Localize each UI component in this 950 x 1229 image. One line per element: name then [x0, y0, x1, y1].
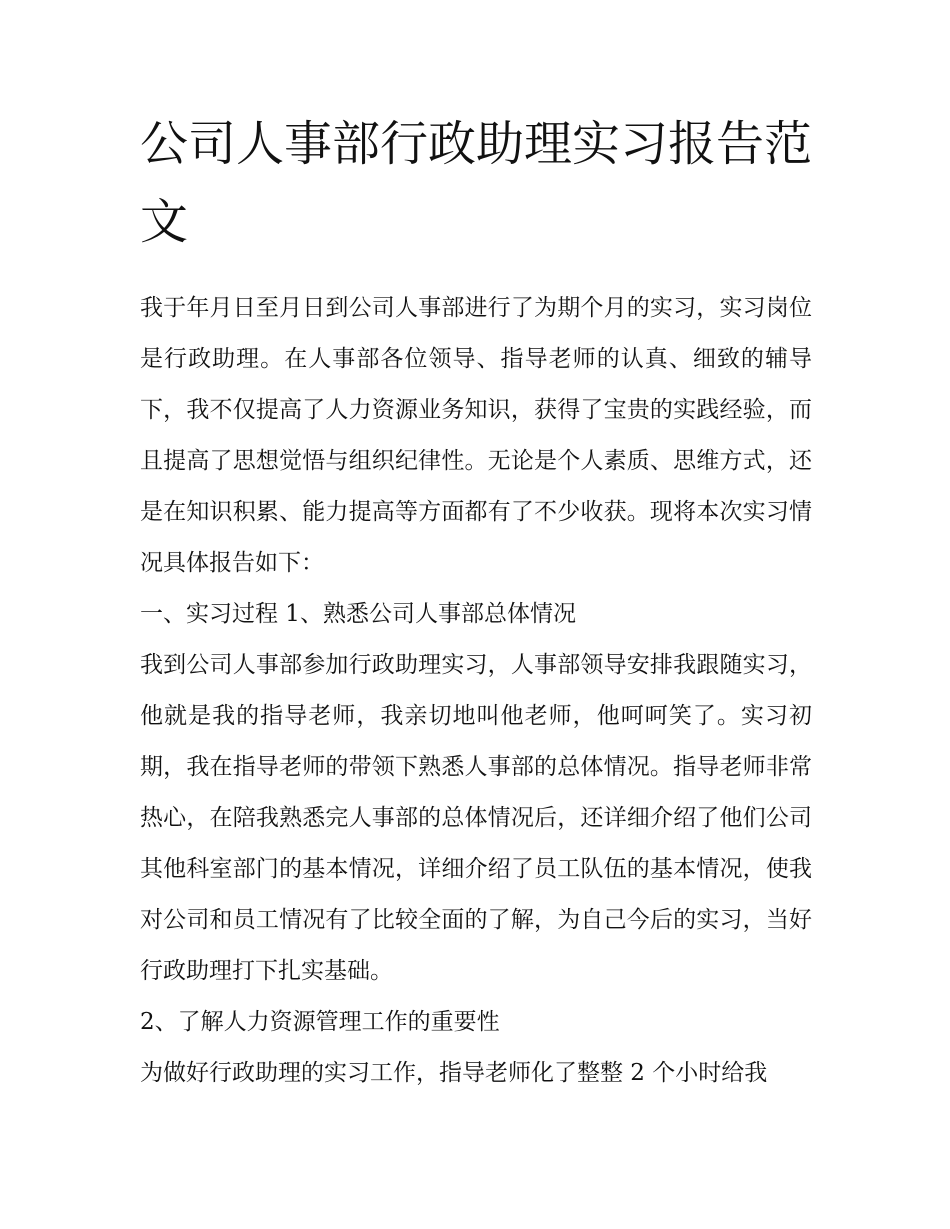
paragraph-familiarize-department: 我到公司人事部参加行政助理实习，人事部领导安排我跟随实习，他就是我的指导老师，我亲切地叫他老师，他呵呵笑了。实习初期，我在指导老师的带领下熟悉人事部的总体情况。指导老师非常热心，在陪我熟悉完人事部的总体情况后，还详细介绍了他们公司其他科室部门的基本情况，详细介绍了员工队伍的基本情况，使我对公司和员工情况有了比较全面的了解，为自己今后的实习，当好行政助理打下扎实基础。	[140, 652, 812, 984]
section-heading-hr-importance: 2、了解人力资源管理工作的重要性	[140, 1009, 500, 1035]
paragraph-hr-work-preparation: 为做好行政助理的实习工作，指导老师化了整整 2 个小时给我	[140, 1060, 768, 1086]
document-title: 公司人事部行政助理实习报告范文	[140, 116, 813, 250]
intro-paragraph: 我于年月日至月日到公司人事部进行了为期个月的实习，实习岗位是行政助理。在人事部各位领导、指导老师的认真、细致的辅导下，我不仅提高了人力资源业务知识，获得了宝贵的实践经验，而且提高了思想觉悟与组织纪律性。无论是个人素质、思维方式，还是在知识积累、能力提高等方面都有了不少收获。现将本次实习情况具体报告如下：	[140, 295, 812, 576]
section-heading-internship-process: 一、实习过程 1、熟悉公司人事部总体情况	[140, 601, 576, 627]
document-body	[140, 283, 812, 1099]
document-page	[140, 105, 812, 1099]
